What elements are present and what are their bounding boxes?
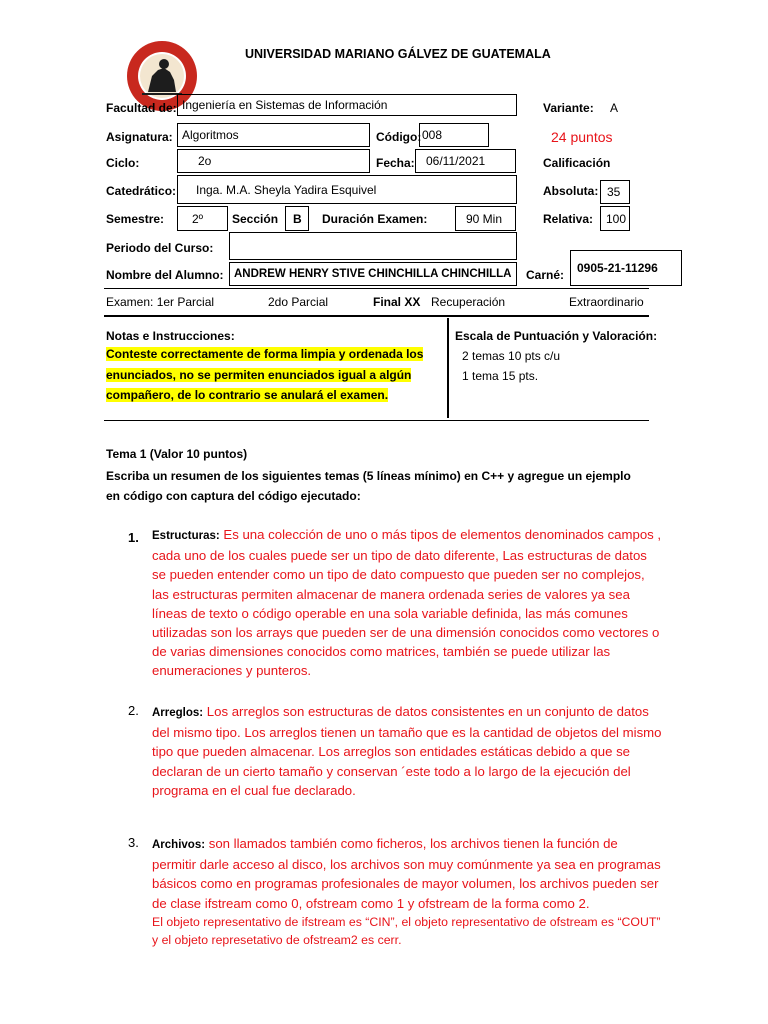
asignatura-field: Algoritmos <box>177 123 370 147</box>
item-arreglos <box>152 702 662 800</box>
absoluta-label: Absoluta: <box>543 184 599 198</box>
item-estructuras <box>152 525 662 681</box>
item-number-2: 2. <box>128 703 139 718</box>
catedratico-field: Inga. M.A. Sheyla Yadira Esquivel <box>177 175 517 204</box>
codigo-label: Código: <box>376 130 422 144</box>
notes-text <box>106 344 426 406</box>
item-text: Es una colección de uno o más tipos de elementos denominados campos , cada uno de los cuales puede ser un tipo de dato diferente, Las estructuras de datos se pueden entender como un tipo de dato compuesto que pueden ser no complejos, las estructuras permiten almacenar de manera ordenada series de valores ya sea líneas de texto o código operable en una sola variable definida, las más comunes utilizadas son los arrays que pueden ser de una dimensión conocidos como vectores o de varias dimensiones conocidos como matrices, también se puede utilizar las enumeraciones y punteros. <box>152 527 662 679</box>
tema-title: Tema 1 (Valor 10 puntos) <box>106 447 248 461</box>
ciclo-label: Ciclo: <box>106 156 140 170</box>
item-text: son llamados también como ficheros, los archivos tienen la función de permitir darle acceso al disco, los archivos son muy comúnmente ya sea en programas básicos como en programas profesionales de mayor volumen, los archivos pueden ser de clase ifstream como 0, ofstream como 1 y ofstream de la forma como 2. <box>152 836 661 911</box>
item-label: Estructuras: <box>152 530 220 542</box>
exam-type-2: 2do Parcial <box>268 295 329 309</box>
item-extra-text: El objeto representativo de ifstream es “CIN”, el objeto representativo de ofstream es “COUT” y el objeto represetativo de ofstream2 es cerr. <box>152 914 661 947</box>
seccion-field: B <box>285 206 309 231</box>
scale-line-1: 2 temas 10 pts c/u <box>462 349 561 363</box>
notes-divider <box>447 318 449 418</box>
item-label: Arreglos: <box>152 707 204 719</box>
absoluta-field: 35 <box>600 180 630 204</box>
separator-line <box>104 420 649 421</box>
calificacion-label: Calificación <box>543 156 611 170</box>
semestre-field: 2º <box>177 206 228 231</box>
ciclo-field: 2o <box>177 149 370 173</box>
variante-value: A <box>610 101 619 115</box>
notes-highlight: Conteste correctamente de forma limpia y ordenada los enunciados, no se permiten enunciados igual a algún compañero, de lo contrario se anulará el examen. <box>106 347 424 402</box>
score-note: 24 puntos <box>551 129 613 145</box>
duracion-label: Duración Examen: <box>322 212 428 226</box>
alumno-label: Nombre del Alumno: <box>106 268 224 282</box>
asignatura-label: Asignatura: <box>106 130 173 144</box>
item-number-3: 3. <box>128 835 139 850</box>
facultad-label: Facultad de: <box>106 101 177 115</box>
catedratico-label: Catedrático: <box>106 184 177 198</box>
codigo-field: 008 <box>419 123 489 147</box>
exam-type-4: Recuperación <box>431 295 506 309</box>
alumno-field: ANDREW HENRY STIVE CHINCHILLA CHINCHILLA <box>229 262 517 286</box>
seccion-label: Sección <box>232 212 279 226</box>
scale-line-2: 1 tema 15 pts. <box>462 369 539 383</box>
duracion-field: 90 Min <box>455 206 516 231</box>
variante-label: Variante: <box>543 101 594 115</box>
facultad-field: Ingeniería en Sistemas de Información <box>177 94 517 116</box>
item-text: Los arreglos son estructuras de datos consistentes en un conjunto de datos del mismo tipo. Los arreglos tienen un tamaño que es la cantidad de objetos del mismo tipo que pueden almacenar. Los arreglos son entidades estáticas debido a que se declaran de un cierto tamaño y conservan ´este todo a lo largo de la ejecución del programa en el cual fue declarado. <box>152 704 662 798</box>
notes-title: Notas e Instrucciones: <box>106 329 235 343</box>
relativa-label: Relativa: <box>543 212 594 226</box>
item-archivos <box>152 834 662 949</box>
relativa-field: 100 <box>600 206 630 231</box>
exam-type-5: Extraordinario <box>569 295 644 309</box>
exam-type-3: Final XX <box>373 295 421 309</box>
separator-line <box>104 288 649 289</box>
periodo-label: Periodo del Curso: <box>106 241 214 255</box>
carne-label: Carné: <box>526 268 565 282</box>
fecha-label: Fecha: <box>376 156 415 170</box>
tema-instructions: Escriba un resumen de los siguientes temas (5 líneas mínimo) en C++ y agregue un ejemplo en código con captura del código ejecutado: <box>106 469 631 503</box>
carne-field: 0905-21-11296 <box>570 250 682 286</box>
university-title: UNIVERSIDAD MARIANO GÁLVEZ DE GUATEMALA <box>245 47 551 61</box>
separator-line <box>104 315 649 317</box>
item-label: Archivos: <box>152 839 206 851</box>
periodo-field <box>229 232 517 260</box>
fecha-field: 06/11/2021 <box>415 149 516 173</box>
scale-title: Escala de Puntuación y Valoración: <box>455 329 658 343</box>
semestre-label: Semestre: <box>106 212 165 226</box>
item-number-1: 1. <box>128 530 139 545</box>
exam-type-1: Examen: 1er Parcial <box>106 295 215 309</box>
